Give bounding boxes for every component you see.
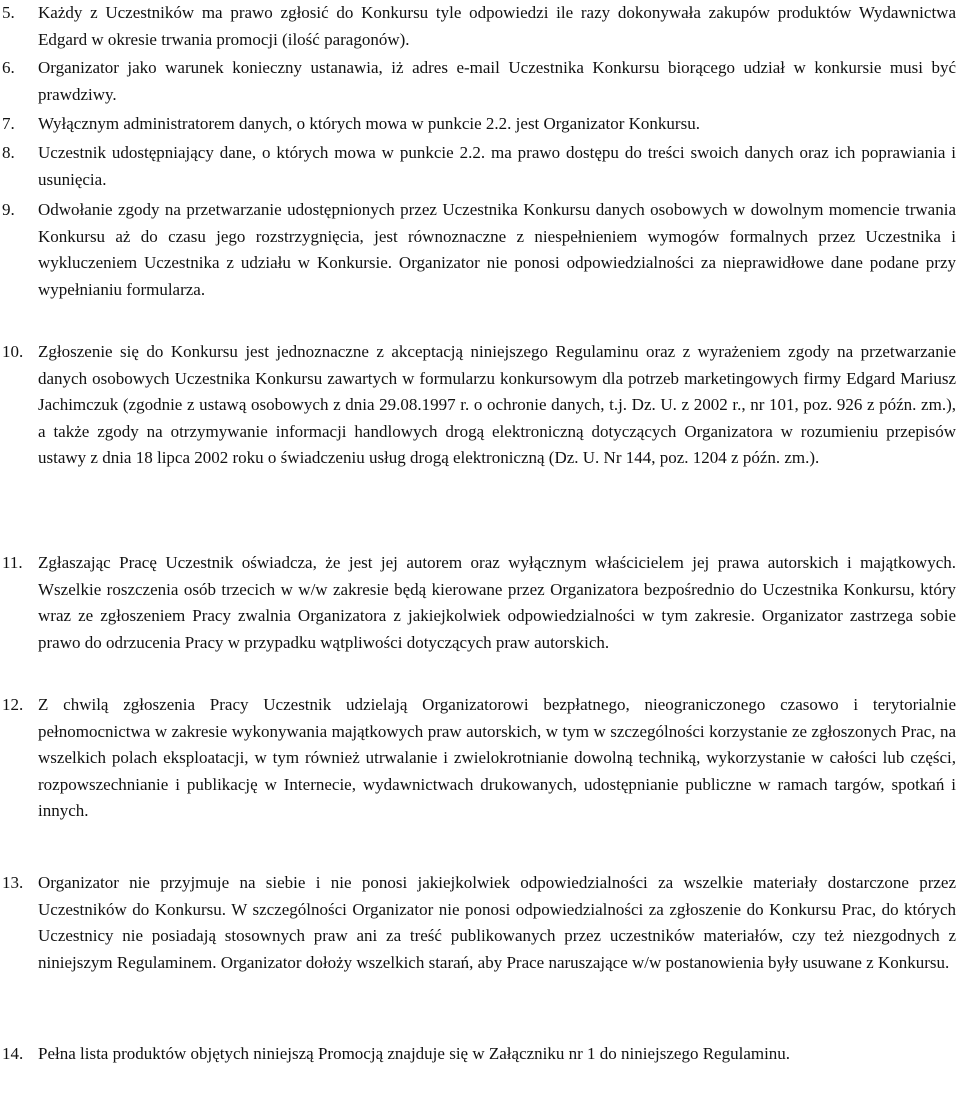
- item-text: Organizator nie przyjmuje na siebie i nie ponosi jakiejkolwiek odpowiedzialności za wszelkie materiały dostarczone przez Uczestników do Konkursu. W szczególności Organizator nie ponosi odpowiedzialności za zgłoszenie do Konkursu Prac, do których Uczestnicy nie posiadają stosownych praw ani za treść publikowanych przez uczestników materiałów, czy też niezgodnych z niniejszym Regulaminem. Organizator dołoży wszelkich starań, aby Prace naruszające w/w postanowienia były usuwane z Konkursu.: [38, 873, 956, 972]
- item-number: 14.: [2, 1044, 24, 1063]
- item-number: 10.: [2, 342, 24, 361]
- item-text: Każdy z Uczestników ma prawo zgłosić do Konkursu tyle odpowiedzi ile razy dokonywała zakupów produktów Wydawnictwa Edgard w okresie trwania promocji (ilość paragonów).: [38, 3, 956, 49]
- item-number: 12.: [2, 695, 24, 714]
- item-number: 6.: [2, 58, 15, 77]
- item-text: Pełna lista produktów objętych niniejszą Promocją znajduje się w Załączniku nr 1 do niniejszego Regulaminu.: [38, 1044, 791, 1063]
- item-number: 5.: [2, 3, 15, 22]
- item-number: 13.: [2, 873, 24, 892]
- item-number: 7.: [2, 114, 15, 133]
- item-number: 8.: [2, 143, 15, 162]
- item-text: Uczestnik udostępniający dane, o których mowa w punkcie 2.2. ma prawo dostępu do treści swoich danych oraz ich poprawiania i usunięcia.: [38, 143, 956, 189]
- item-text: Z chwilą zgłoszenia Pracy Uczestnik udzielają Organizatorowi bezpłatnego, nieograniczonego czasowo i terytorialnie pełnomocnictwa w zakresie wykonywania majątkowych praw autorskich, w tym w szczególności korzystanie ze zgłoszonych Prac, na wszelkich polach eksploatacji, w tym również utrwalanie i zwielokrotnianie dowolną techniką, wykorzystanie w całości lub części, rozpowszechnianie i publikację w Internecie, wydawnictwach drukowanych, udostępnianie publiczne w ramach targów, spotkań i innych.: [38, 695, 956, 820]
- item-text: Zgłoszenie się do Konkursu jest jednoznaczne z akceptacją niniejszego Regulaminu oraz z wyrażeniem zgody na przetwarzanie danych osobowych Uczestnika Konkursu zawartych w formularzu konkursowym dla potrzeb marketingowych firmy Edgard Mariusz Jachimczuk (zgodnie z ustawą osobowych z dnia 29.08.1997 r. o ochronie danych, t.j. Dz. U. z 2002 r., nr 101, poz. 926 z późn. zm.), a także zgody na otrzymywanie informacji handlowych drogą elektroniczną dotyczących Organizatora w rozumieniu przepisów ustawy z dnia 18 lipca 2002 roku o świadczeniu usług drogą elektroniczną (Dz. U. Nr 144, poz. 1204 z późn. zm.).: [38, 342, 956, 467]
- item-text: Wyłącznym administratorem danych, o których mowa w punkcie 2.2. jest Organizator Konkursu.: [38, 114, 700, 133]
- item-text: Odwołanie zgody na przetwarzanie udostępnionych przez Uczestnika Konkursu danych osobowych w dowolnym momencie trwania Konkursu aż do czasu jego rozstrzygnięcia, jest równoznaczne z niespełnieniem wymogów formalnych przez Uczestnika i wykluczeniem Uczestnika z udziału w Konkursie. Organizator nie ponosi odpowiedzialności za nieprawidłowe dane podane przy wypełnianiu formularza.: [38, 200, 956, 299]
- item-number: 9.: [2, 200, 15, 219]
- item-number: 11.: [2, 553, 23, 572]
- item-text: Organizator jako warunek konieczny ustanawia, iż adres e-mail Uczestnika Konkursu biorącego udział w konkursie musi być prawdziwy.: [38, 58, 956, 104]
- item-text: Zgłaszając Pracę Uczestnik oświadcza, że jest jej autorem oraz wyłącznym właścicielem jej prawa autorskich i majątkowych. Wszelkie roszczenia osób trzecich w w/w zakresie będą kierowane przez Organizatora bezpośrednio do Uczestnika Konkursu, który wraz ze zgłoszeniem Pracy zwalnia Organizatora z jakiejkolwiek odpowiedzialności w tym zakresie. Organizator zastrzega sobie prawo do odrzucenia Pracy w przypadku wątpliwości dotyczących praw autorskich.: [38, 553, 956, 652]
